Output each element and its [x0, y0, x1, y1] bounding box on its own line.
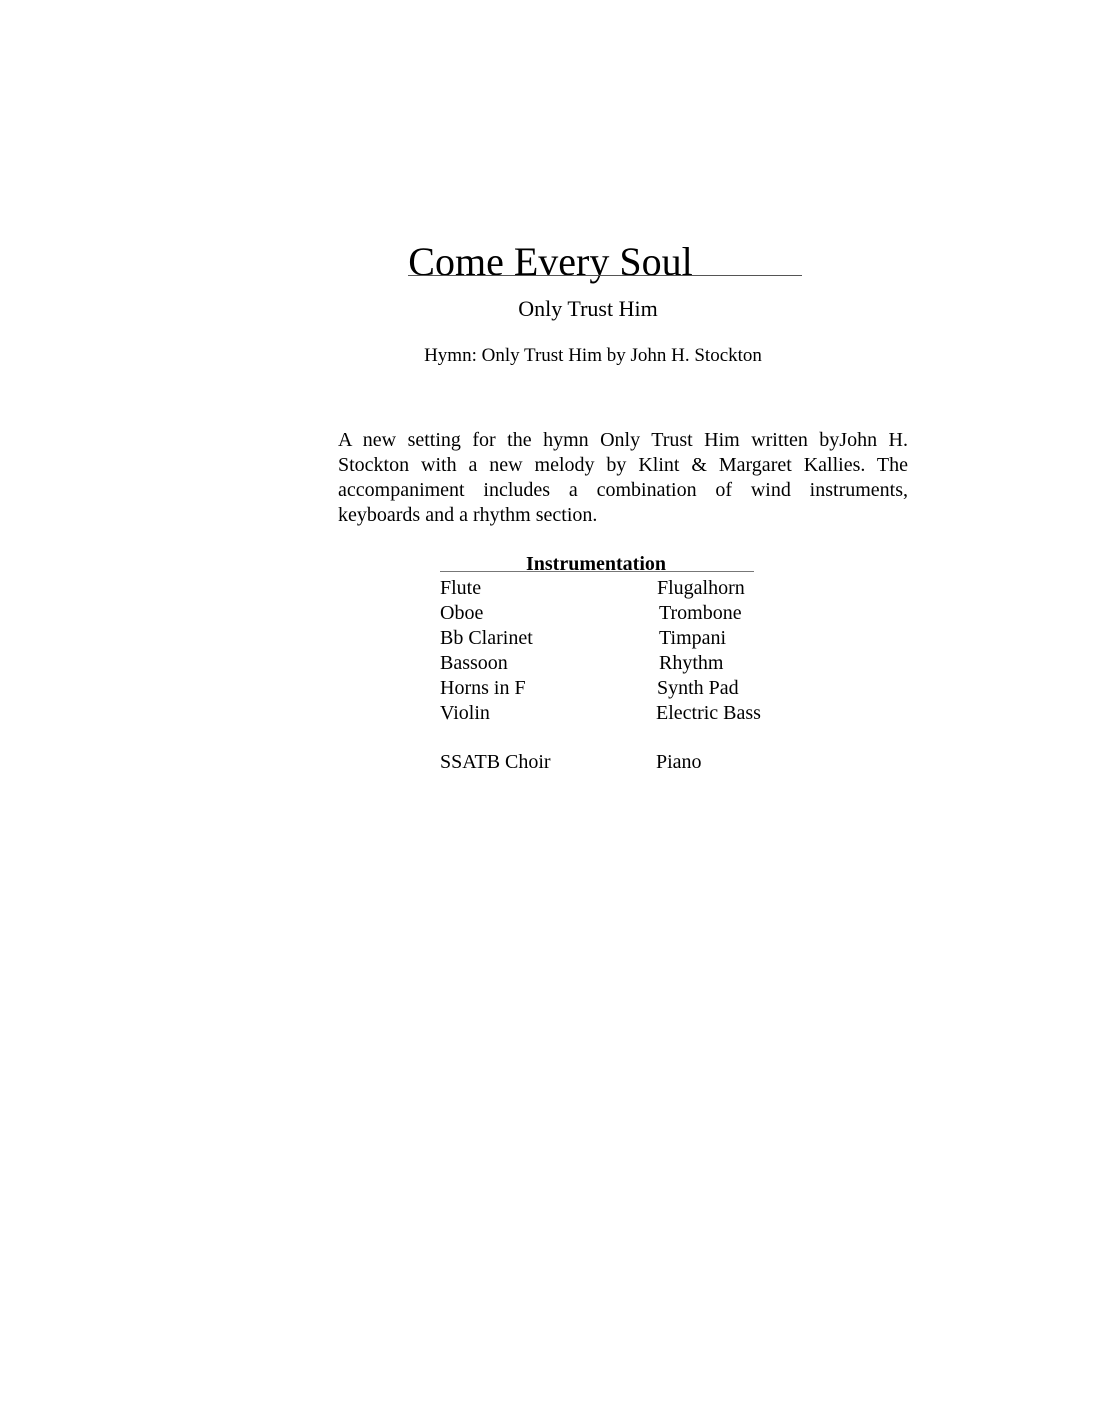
- hymn-credit: Hymn: Only Trust Him by John H. Stockton: [424, 345, 762, 366]
- page-title: Come Every Soul: [408, 239, 693, 284]
- instrument-right-flugalhorn: Flugalhorn: [657, 577, 745, 599]
- instrumentation-underline: [440, 571, 754, 572]
- instrument-right-rhythm: Rhythm: [659, 652, 724, 674]
- instrument-piano: Piano: [656, 751, 702, 773]
- instrument-right-electric-bass: Electric Bass: [656, 702, 761, 724]
- instrument-left-horns: Horns in F: [440, 677, 526, 699]
- description-paragraph: A new setting for the hymn Only Trust Him written byJohn H. Stockton with a new melody by Klint & Margaret Kallies. The accompaniment includes a combination of wind instruments, keyboards and a rhythm section.: [338, 429, 908, 526]
- instrument-left-bb-clarinet: Bb Clarinet: [440, 627, 533, 649]
- title-underline: [408, 275, 802, 276]
- instrumentation-heading: Instrumentation: [525, 553, 666, 575]
- subtitle: Only Trust Him: [518, 296, 658, 321]
- instrument-left-oboe: Oboe: [440, 602, 484, 624]
- instrument-right-trombone: Trombone: [659, 602, 742, 624]
- instrument-right-synth-pad: Synth Pad: [657, 677, 739, 699]
- instrument-left-bassoon: Bassoon: [440, 652, 508, 674]
- instrument-ssatb-choir: SSATB Choir: [440, 751, 551, 773]
- instrument-right-timpani: Timpani: [659, 627, 727, 649]
- instrument-left-violin: Violin: [440, 702, 490, 724]
- instrument-left-flute: Flute: [440, 577, 482, 599]
